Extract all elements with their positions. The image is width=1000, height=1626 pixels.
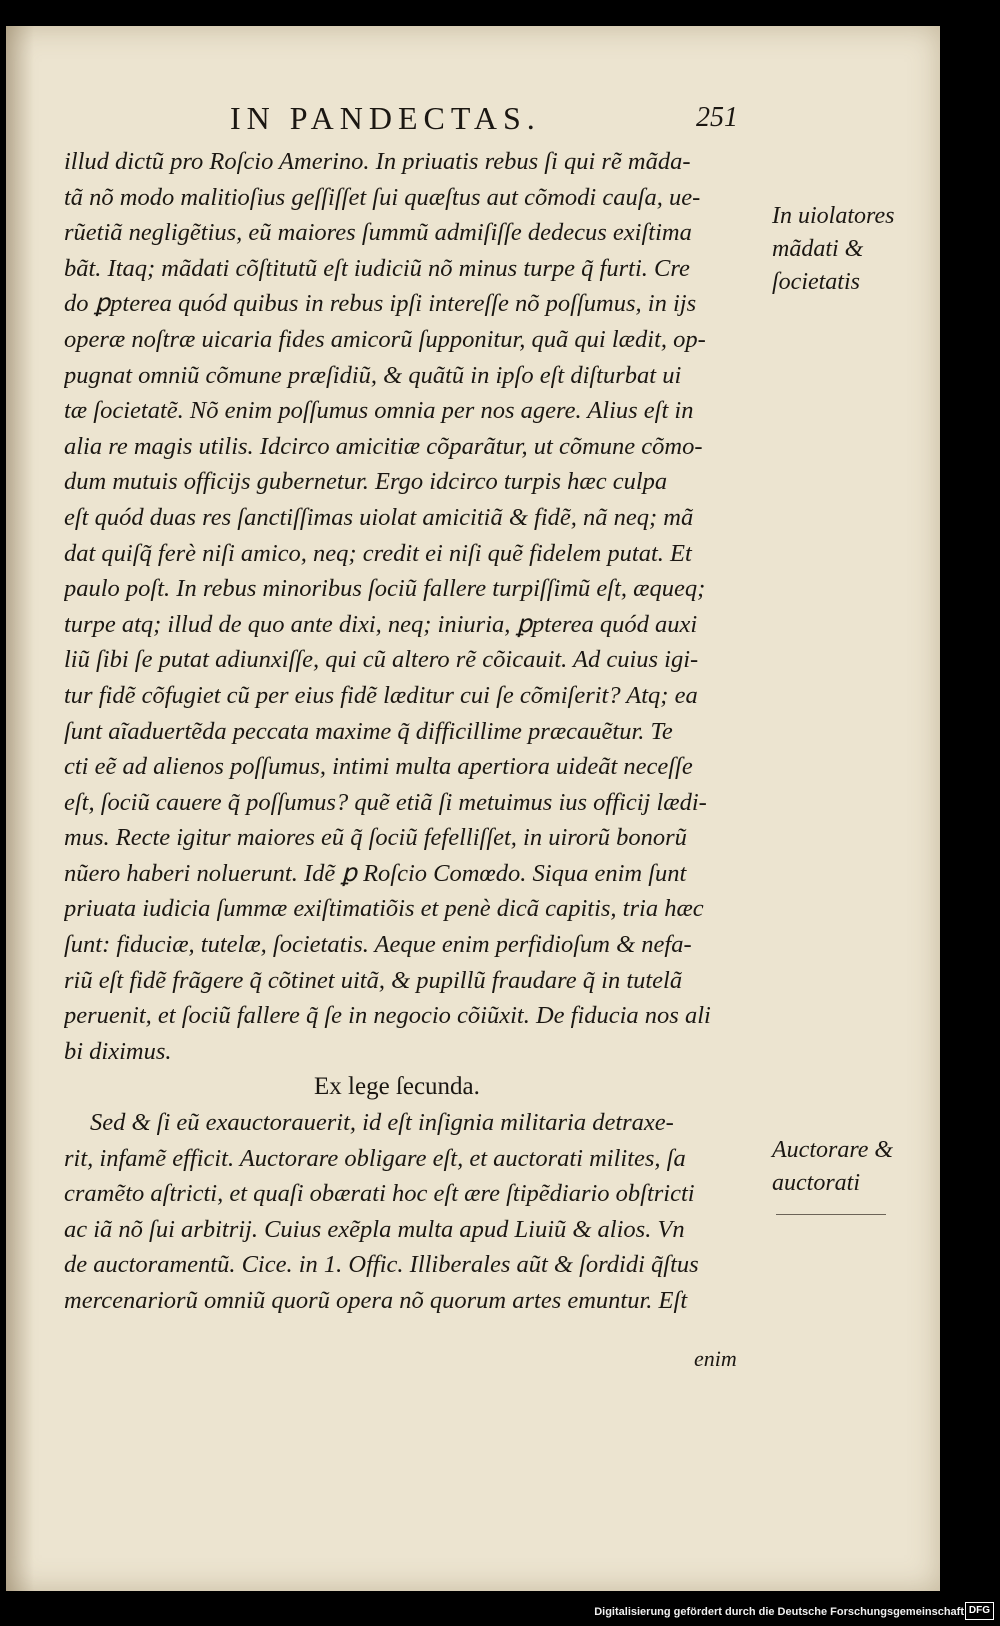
- text-line: tur fidẽ cõfugiet cũ per eius fidẽ læditur cui ſe cõmiſerit? Atq; ea: [64, 681, 698, 709]
- text-line: illud dictũ pro Roſcio Amerino. In priuatis rebus ſi qui rẽ mãda-: [64, 148, 691, 175]
- text-line: turpe atq; illud de quo ante dixi, neq; iniuria, ꝑpterea quód auxi: [64, 610, 698, 638]
- text-line: liũ ſibi ſe putat adiunxiſſe, qui cũ altero rẽ cõicauit. Ad cuius igi-: [64, 646, 699, 674]
- text-line: cti eẽ ad alienos poſſumus, intimi multa apertiora uideãt neceſſe: [64, 753, 693, 781]
- gutter-shadow: [6, 26, 34, 1591]
- text-line: paulo poſt. In rebus minoribus ſociũ fallere turpiſſimũ eſt, æqueq;: [64, 575, 706, 603]
- dfg-logo: DFG: [965, 1602, 994, 1620]
- text-line: pugnat omniũ cõmune præſidiũ, & quãtũ in ipſo eſt diſturbat ui: [64, 361, 682, 389]
- text-line: ac iã nõ ſui arbitrij. Cuius exẽpla multa apud Liuiũ & alios. Vn: [64, 1215, 685, 1243]
- funding-notice: Digitalisierung gefördert durch die Deutsche Forschungsgemeinschaft: [594, 1606, 964, 1618]
- text-line: de auctoramentũ. Cice. in 1. Offic. Illiberales aũt & ſordidi q̃ſtus: [64, 1251, 699, 1279]
- text-line: ſunt aĩaduertẽda peccata maxime q̃ difficillime præcauẽtur. Te: [64, 717, 673, 745]
- text-line: operæ noſtræ uicaria fides amicorũ ſupponitur, quã qui lædit, op-: [64, 325, 706, 353]
- text-line: ſunt: fiduciæ, tutelæ, ſocietatis. Aeque enim perfidioſum & nefa-: [64, 931, 692, 959]
- text-line: riũ eſt fidẽ frãgere q̃ cõtinet uitã, & pupillũ fraudare q̃ in tutelã: [64, 966, 683, 994]
- margin-rule: [776, 1214, 886, 1215]
- text-line: peruenit, et ſociũ fallere q̃ ſe in negocio cõiũxit. De fiducia nos ali: [64, 1002, 711, 1030]
- text-line: alia re magis utilis. Idcirco amicitiæ cõparãtur, ut cõmune cõmo-: [64, 432, 703, 460]
- main-text-block: [64, 144, 764, 1319]
- page-number: 251: [696, 102, 738, 133]
- text-line: do ꝑpterea quód quibus in rebus ipſi intereſſe nõ poſſumus, in ijs: [64, 290, 697, 318]
- section-heading: Ex lege ſecunda.: [314, 1073, 480, 1101]
- text-line: tæ ſocietatẽ. Nõ enim poſſumus omnia per nos agere. Alius eſt in: [64, 397, 694, 425]
- text-line: nũero haberi noluerunt. Idẽ ꝑ Roſcio Comœdo. Siqua enim ſunt: [64, 859, 687, 887]
- scanned-page: [6, 26, 940, 1591]
- text-line: tã nõ modo malitioſius geſſiſſet ſui quæſtus aut cõmodi cauſa, ue-: [64, 183, 701, 211]
- running-head: IN PANDECTAS.: [230, 100, 541, 136]
- text-line: priuata iudicia ſummæ exiſtimatiõis et penè dicã capitis, tria hæc: [64, 895, 704, 923]
- text-line: rit, infamẽ efficit. Auctorare obligare eſt, et auctorati milites, ſa: [64, 1144, 686, 1172]
- margin-note-auctorare: Auctorare & auctorati: [772, 1137, 894, 1196]
- text-line: cramẽto aſtricti, et quaſi obærati hoc eſt ære ſtipẽdiario obſtricti: [64, 1180, 695, 1208]
- text-line: dum mutuis officijs gubernetur. Ergo idcirco turpis hæc culpa: [64, 468, 668, 496]
- text-line: eſt quód duas res ſanctiſſimas uiolat amicitiã & fidẽ, nã neq; mã: [64, 503, 694, 531]
- text-line: mus. Recte igitur maiores eũ q̃ ſociũ fefelliſſet, in uirorũ bonorũ: [64, 824, 687, 852]
- text-line: bãt. Itaq; mãdati cõſtitutũ eſt iudiciũ nõ minus turpe q̃ furti. Cre: [64, 254, 690, 282]
- text-line: mercenariorũ omniũ quorũ opera nõ quorum artes emuntur. Eſt: [64, 1287, 688, 1314]
- text-line: bi diximus.: [64, 1037, 172, 1065]
- text-line: Sed & ſi eũ exauctorauerit, id eſt inſignia militaria detraxe-: [90, 1109, 674, 1137]
- text-line: rũetiã negligẽtius, eũ maiores ſummũ admiſiſſe dedecus exiſtima: [64, 219, 692, 247]
- text-line: dat quiſq̃ ferè niſi amico, neq; credit ei niſi quẽ fidelem putat. Et: [64, 539, 692, 567]
- catchword: enim: [694, 1346, 737, 1371]
- margin-note-violators: In uiolatores mãdati & ſocietatis: [772, 203, 895, 295]
- text-line: eſt, ſociũ cauere q̃ poſſumus? quẽ etiã ſi metuimus ius officij lædi-: [64, 788, 707, 816]
